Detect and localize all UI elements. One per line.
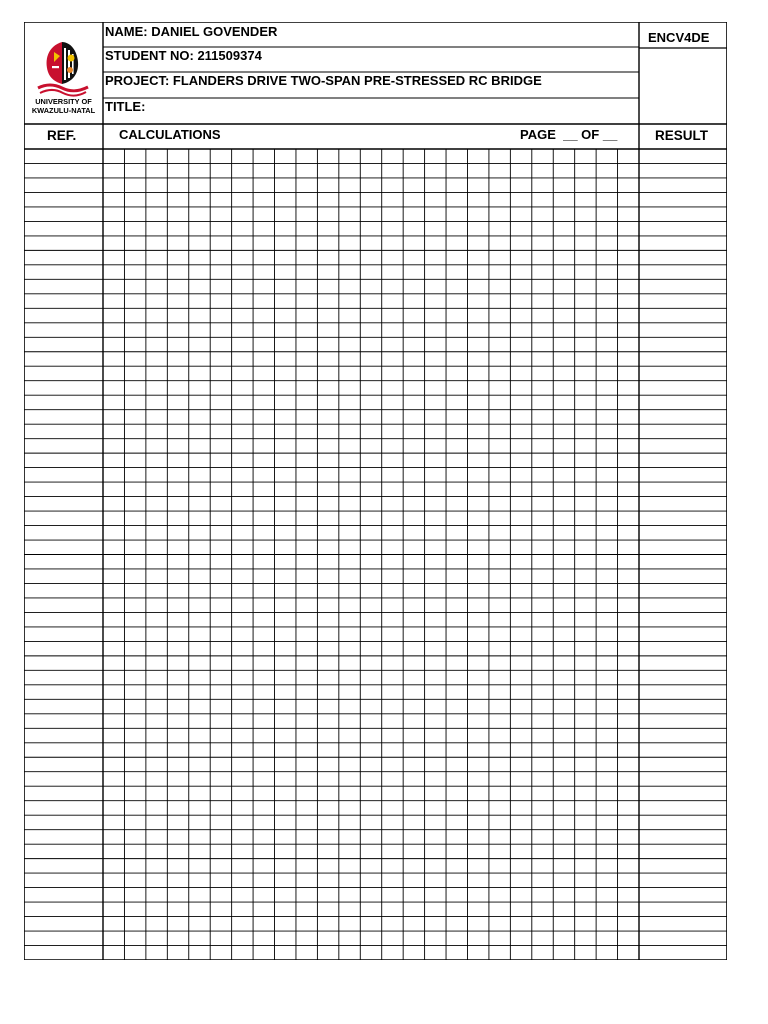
project-name: PROJECT: FLANDERS DRIVE TWO-SPAN PRE-STRESSED RC BRIDGE [105,73,542,88]
university-logo [24,22,103,124]
result-column-header: RESULT [655,128,708,143]
sheet-title: TITLE: [105,99,146,114]
calculation-grid [24,22,727,960]
calculation-sheet [24,22,727,960]
page-counter: PAGE __ OF __ [520,127,618,142]
student-name: NAME: DANIEL GOVENDER [105,24,278,39]
ref-column-header: REF. [47,128,77,143]
calculations-column-header: CALCULATIONS [119,127,221,142]
course-code: ENCV4DE [648,30,710,45]
university-name-line1: UNIVERSITY OF [35,97,92,106]
university-name-line2: KWAZULU-NATAL [31,106,96,115]
student-number: STUDENT NO: 211509374 [105,48,262,63]
